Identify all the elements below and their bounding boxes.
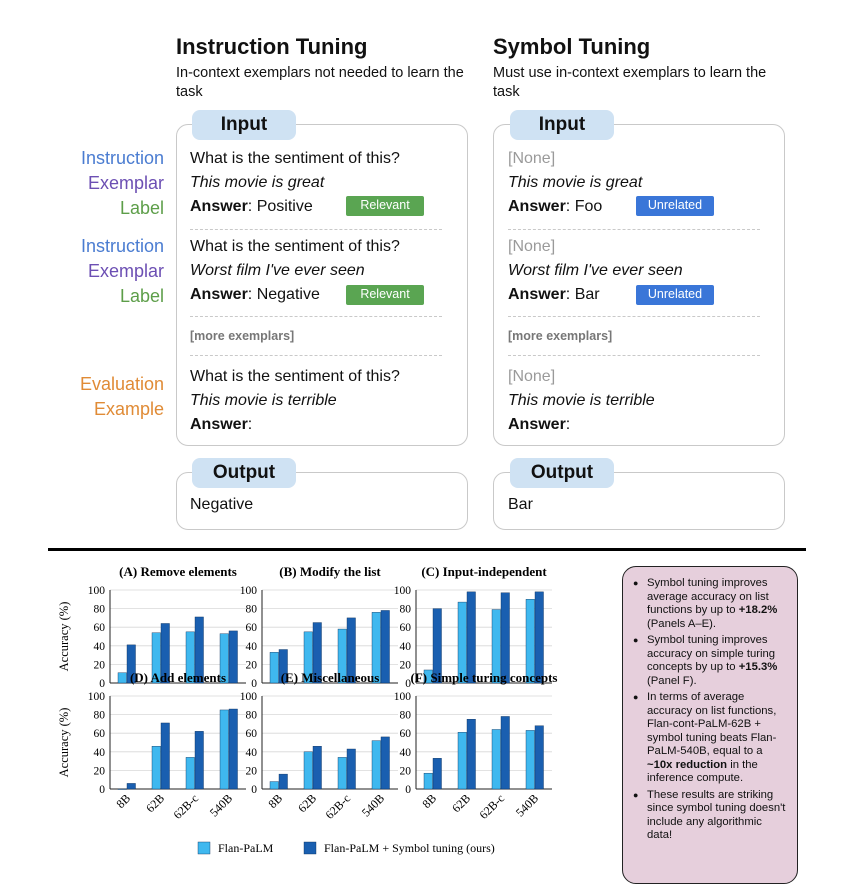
bar-symbol-tuning bbox=[433, 758, 442, 789]
bar-flan-palm bbox=[338, 757, 347, 789]
symbol-ex1-answer bbox=[508, 198, 602, 216]
y-tick-label: 40 bbox=[245, 640, 257, 653]
row-label-evaluation: Evaluation bbox=[79, 374, 164, 394]
bar-symbol-tuning bbox=[347, 749, 356, 789]
divider bbox=[190, 355, 442, 356]
section-separator bbox=[48, 548, 806, 551]
finding-text: Symbol tuning improves average accuracy on list functions by up to bbox=[647, 577, 769, 616]
bar-flan-palm bbox=[458, 732, 467, 789]
legend-label-symbol-tuning: Flan-PaLM + Symbol tuning (ours) bbox=[324, 841, 495, 855]
bar-flan-palm bbox=[526, 730, 535, 789]
divider bbox=[190, 229, 442, 230]
answer-value: : Foo bbox=[565, 198, 603, 215]
answer-label: Answer bbox=[508, 198, 566, 215]
y-tick-label: 40 bbox=[93, 640, 105, 653]
symbol-ex1-instruction: [None] bbox=[508, 150, 556, 167]
y-tick-label: 60 bbox=[93, 728, 105, 741]
symbol-tuning-title: Symbol Tuning bbox=[493, 34, 651, 59]
bar-flan-palm bbox=[220, 710, 229, 789]
bar-symbol-tuning bbox=[381, 737, 390, 789]
answer-label: Answer bbox=[190, 416, 248, 433]
instruction-output-tag: Output bbox=[192, 458, 296, 488]
unrelated-badge-1: Unrelated bbox=[636, 196, 714, 216]
answer-label: Answer bbox=[190, 286, 248, 303]
y-tick-label: 80 bbox=[245, 603, 257, 616]
chart-title: (A) Remove elements bbox=[119, 564, 237, 579]
finding-text: Symbol tuning improves accuracy on simple turing concepts by up to bbox=[647, 634, 776, 673]
y-tick-label: 0 bbox=[99, 678, 105, 690]
bar-symbol-tuning bbox=[535, 726, 544, 789]
bar-flan-palm bbox=[118, 673, 127, 683]
bar-symbol-tuning bbox=[501, 716, 510, 789]
findings-notes bbox=[622, 566, 798, 884]
finding-text: in the inference compute. bbox=[647, 758, 758, 784]
finding-highlight: +15.3% bbox=[738, 661, 778, 673]
y-tick-label: 60 bbox=[93, 622, 105, 635]
legend-label-flan-palm: Flan-PaLM bbox=[218, 841, 274, 855]
y-tick-label: 0 bbox=[251, 678, 257, 690]
y-tick-label: 60 bbox=[245, 728, 257, 741]
legend-swatch-symbol-tuning bbox=[304, 842, 316, 854]
answer-label: Answer bbox=[508, 416, 566, 433]
y-tick-label: 100 bbox=[87, 585, 105, 597]
instruction-input-tag: Input bbox=[192, 110, 296, 140]
y-axis-label: Accuracy (%) bbox=[57, 601, 71, 672]
finding-text: These results are striking since symbol tuning doesn't include any algorithmic data! bbox=[647, 788, 786, 841]
row-label-exemplar-2: Exemplar bbox=[87, 261, 164, 281]
y-tick-label: 80 bbox=[399, 709, 411, 722]
relevant-badge-2: Relevant bbox=[346, 285, 424, 305]
y-tick-label: 0 bbox=[405, 678, 411, 690]
divider bbox=[508, 229, 760, 230]
answer-value: : bbox=[565, 416, 571, 433]
relevant-badge-1: Relevant bbox=[346, 196, 424, 216]
bar-flan-palm bbox=[424, 773, 433, 789]
answer-value: : Bar bbox=[565, 286, 600, 303]
symbol-ex1-exemplar: This movie is great bbox=[508, 174, 643, 191]
x-tick-label: 62B bbox=[295, 791, 320, 816]
bar-symbol-tuning bbox=[229, 709, 238, 789]
bar-symbol-tuning bbox=[127, 783, 136, 789]
answer-value: : bbox=[247, 416, 253, 433]
symbol-ex2-instruction: [None] bbox=[508, 238, 556, 255]
y-tick-label: 20 bbox=[399, 765, 411, 778]
answer-value: : Positive bbox=[247, 198, 313, 215]
bar-symbol-tuning bbox=[161, 723, 170, 789]
y-tick-label: 40 bbox=[93, 746, 105, 759]
bar-symbol-tuning bbox=[381, 610, 390, 683]
instruction-ex2-answer bbox=[190, 286, 320, 304]
answer-value: : Negative bbox=[247, 286, 320, 303]
bar-flan-palm bbox=[372, 741, 381, 789]
y-tick-label: 100 bbox=[393, 585, 411, 597]
symbol-eval-exemplar: This movie is terrible bbox=[508, 392, 655, 409]
x-tick-label: 62B-c bbox=[170, 791, 202, 822]
more-exemplars: [more exemplars] bbox=[190, 329, 295, 343]
row-label-instruction-1: Instruction bbox=[80, 148, 164, 168]
y-axis-label: Accuracy (%) bbox=[57, 707, 71, 778]
y-tick-label: 20 bbox=[93, 659, 105, 672]
results-charts bbox=[0, 556, 620, 896]
x-tick-label: 62B bbox=[143, 791, 168, 816]
y-tick-label: 20 bbox=[399, 659, 411, 672]
row-label-label-1: Label bbox=[119, 198, 164, 218]
bar-flan-palm bbox=[492, 729, 501, 789]
answer-label: Answer bbox=[190, 198, 248, 215]
symbol-eval-instruction: [None] bbox=[508, 368, 556, 385]
chart-title: (C) Input-independent bbox=[421, 564, 547, 579]
divider bbox=[508, 355, 760, 356]
x-tick-label: 540B bbox=[512, 791, 542, 820]
x-tick-label: 540B bbox=[206, 791, 236, 820]
x-tick-label: 540B bbox=[358, 791, 388, 820]
y-tick-label: 100 bbox=[239, 691, 257, 703]
y-tick-label: 20 bbox=[245, 765, 257, 778]
bar-symbol-tuning bbox=[195, 731, 204, 789]
bar-symbol-tuning bbox=[467, 719, 476, 789]
symbol-ex2-answer bbox=[508, 286, 600, 304]
bar-flan-palm bbox=[186, 757, 195, 789]
y-tick-label: 80 bbox=[399, 603, 411, 616]
symbol-output-value: Bar bbox=[508, 496, 533, 513]
y-tick-label: 60 bbox=[399, 728, 411, 741]
symbol-eval-answer bbox=[508, 416, 570, 434]
y-tick-label: 0 bbox=[99, 784, 105, 796]
y-tick-label: 40 bbox=[399, 640, 411, 653]
instruction-ex2-exemplar: Worst film I've ever seen bbox=[190, 262, 365, 279]
chart-title: (D) Add elements bbox=[129, 670, 227, 685]
bar-flan-palm bbox=[152, 746, 161, 789]
finding-item bbox=[631, 789, 789, 843]
finding-text: In terms of average accuracy on list functions, Flan-cont-PaLM-62B + symbol tuning beats Flan-PaLM-540B, equal to a bbox=[647, 691, 777, 757]
x-tick-label: 62B-c bbox=[476, 791, 508, 822]
bar-symbol-tuning bbox=[279, 774, 288, 789]
y-tick-label: 0 bbox=[405, 784, 411, 796]
bar-symbol-tuning bbox=[229, 631, 238, 683]
findings-list bbox=[631, 577, 789, 843]
finding-item bbox=[631, 691, 789, 786]
instruction-tuning-title: Instruction Tuning bbox=[176, 34, 368, 59]
y-tick-label: 40 bbox=[399, 746, 411, 759]
y-tick-label: 100 bbox=[87, 691, 105, 703]
instruction-eval-answer bbox=[190, 416, 252, 434]
row-label-instruction-2: Instruction bbox=[80, 236, 164, 256]
y-tick-label: 60 bbox=[399, 622, 411, 635]
x-tick-label: 62B bbox=[449, 791, 474, 816]
y-tick-label: 80 bbox=[93, 603, 105, 616]
instruction-ex2-instruction: What is the sentiment of this? bbox=[190, 238, 400, 255]
instruction-ex1-answer bbox=[190, 198, 313, 216]
symbol-ex2-exemplar: Worst film I've ever seen bbox=[508, 262, 683, 279]
instruction-tuning-subtitle: In-context exemplars not needed to learn the task bbox=[176, 65, 464, 100]
bar-symbol-tuning bbox=[313, 746, 322, 789]
legend-swatch-flan-palm bbox=[198, 842, 210, 854]
symbol-input-tag: Input bbox=[510, 110, 614, 140]
instruction-output-value: Negative bbox=[190, 496, 254, 513]
more-exemplars: [more exemplars] bbox=[508, 329, 613, 343]
row-label-example: Example bbox=[93, 399, 164, 419]
y-tick-label: 0 bbox=[251, 784, 257, 796]
y-tick-label: 80 bbox=[93, 709, 105, 722]
x-tick-label: 8B bbox=[265, 791, 286, 812]
finding-highlight: ~10x reduction bbox=[647, 758, 728, 771]
divider bbox=[190, 316, 442, 317]
y-tick-label: 100 bbox=[239, 585, 257, 597]
chart-title: (B) Modify the list bbox=[279, 564, 381, 579]
bar-flan-palm bbox=[270, 782, 279, 789]
finding-item bbox=[631, 634, 789, 688]
symbol-tuning-subtitle: Must use in-context exemplars to learn the task bbox=[493, 65, 767, 100]
bar-flan-palm bbox=[118, 789, 127, 790]
finding-item bbox=[631, 577, 789, 631]
instruction-ex1-instruction: What is the sentiment of this? bbox=[190, 150, 400, 167]
x-tick-label: 62B-c bbox=[322, 791, 354, 822]
bar-flan-palm bbox=[304, 752, 313, 789]
finding-text: (Panel F). bbox=[647, 674, 697, 687]
y-tick-label: 80 bbox=[245, 709, 257, 722]
bar-flan-palm bbox=[270, 652, 279, 683]
x-tick-label: 8B bbox=[419, 791, 440, 812]
row-label-label-2: Label bbox=[119, 286, 164, 306]
instruction-ex1-exemplar: This movie is great bbox=[190, 174, 325, 191]
y-tick-label: 40 bbox=[245, 746, 257, 759]
unrelated-badge-2: Unrelated bbox=[636, 285, 714, 305]
finding-highlight: +18.2% bbox=[738, 604, 778, 616]
finding-text: (Panels A–E). bbox=[647, 617, 717, 630]
x-tick-label: 8B bbox=[113, 791, 134, 812]
chart-title: (F) Simple turing concepts bbox=[410, 670, 558, 685]
y-tick-label: 20 bbox=[93, 765, 105, 778]
y-tick-label: 100 bbox=[393, 691, 411, 703]
instruction-eval-exemplar: This movie is terrible bbox=[190, 392, 337, 409]
y-tick-label: 20 bbox=[245, 659, 257, 672]
divider bbox=[508, 316, 760, 317]
row-label-exemplar-1: Exemplar bbox=[87, 173, 164, 193]
y-tick-label: 60 bbox=[245, 622, 257, 635]
answer-label: Answer bbox=[508, 286, 566, 303]
symbol-output-tag: Output bbox=[510, 458, 614, 488]
chart-title: (E) Miscellaneous bbox=[280, 670, 380, 685]
instruction-eval-instruction: What is the sentiment of this? bbox=[190, 368, 400, 385]
